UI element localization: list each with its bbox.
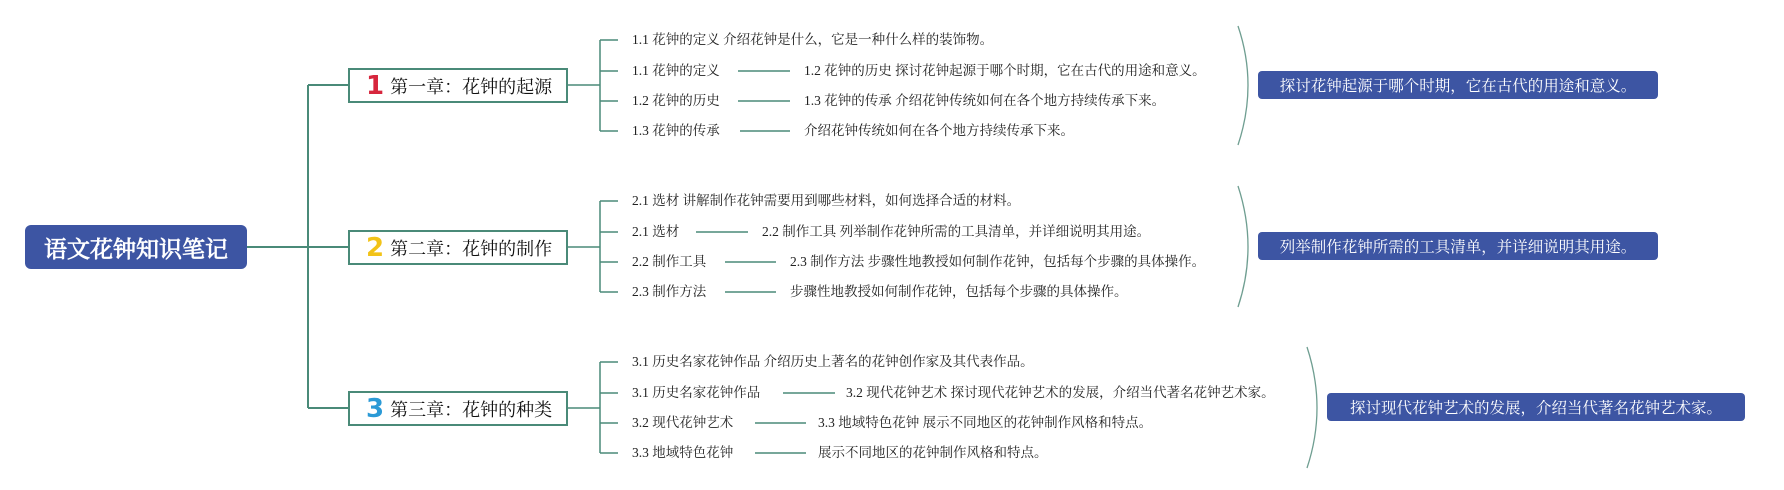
root-title: 语文花钟知识笔记 bbox=[44, 236, 228, 263]
chapter-3-row-1-left[interactable]: 3.1 历史名家花钟作品 介绍历史上著名的花钟创作家及其代表作品。 bbox=[632, 354, 1034, 369]
chapter-1-row-2-left[interactable]: 1.1 花钟的定义 bbox=[632, 63, 720, 78]
chapter-2-row-4-right[interactable]: 步骤性地教授如何制作花钟，包括每个步骤的具体操作。 bbox=[790, 284, 1128, 299]
chapter-2-row-1-left[interactable]: 2.1 选材 讲解制作花钟需要用到哪些材料，如何选择合适的材料。 bbox=[632, 193, 1021, 208]
chapter-1-number: 1 bbox=[366, 70, 385, 101]
chapter-2-row-2-left[interactable]: 2.1 选材 bbox=[632, 224, 680, 239]
chapter-3-row-3-right[interactable]: 3.3 地域特色花钟 展示不同地区的花钟制作风格和特点。 bbox=[818, 415, 1153, 430]
chapter-1-row-1-left[interactable]: 1.1 花钟的定义 介绍花钟是什么，它是一种什么样的装饰物。 bbox=[632, 32, 994, 47]
chapter-1-summary[interactable] bbox=[1258, 71, 1658, 99]
chapter-3-number: 3 bbox=[366, 393, 385, 424]
chapter-2-row-4-left[interactable]: 2.3 制作方法 bbox=[632, 284, 707, 299]
chapter-2-links bbox=[696, 232, 776, 292]
chapter-2-node[interactable] bbox=[348, 230, 568, 265]
summary-2-brace bbox=[1238, 186, 1248, 307]
chapter-3-summary[interactable] bbox=[1327, 393, 1745, 421]
chapter-3-node[interactable] bbox=[348, 391, 568, 426]
chapter-1-row-2-right[interactable]: 1.2 花钟的历史 探讨花钟起源于哪个时期，它在古代的用途和意义。 bbox=[804, 63, 1206, 78]
chapter-1-node[interactable] bbox=[348, 68, 568, 103]
chapter-3-row-2-right[interactable]: 3.2 现代花钟艺术 探讨现代花钟艺术的发展，介绍当代著名花钟艺术家。 bbox=[846, 385, 1275, 400]
chapter-2-summary[interactable] bbox=[1258, 232, 1658, 260]
chapter-1-row-3-left[interactable]: 1.2 花钟的历史 bbox=[632, 93, 720, 108]
chapter-2-title: 第二章：花钟的制作 bbox=[390, 238, 553, 260]
chapter-2-number: 2 bbox=[366, 232, 385, 263]
chapter-1-row-3-right[interactable]: 1.3 花钟的传承 介绍花钟传统如何在各个地方持续传承下来。 bbox=[804, 93, 1166, 108]
chapter-1-links bbox=[738, 71, 790, 131]
chapter-1-branch bbox=[568, 40, 618, 131]
chapter-3-row-4-right[interactable]: 展示不同地区的花钟制作风格和特点。 bbox=[818, 445, 1048, 460]
chapter-3-title: 第三章：花钟的种类 bbox=[390, 399, 553, 421]
chapter-1-row-4-right[interactable]: 介绍花钟传统如何在各个地方持续传承下来。 bbox=[804, 123, 1074, 138]
root-topic[interactable] bbox=[25, 225, 247, 269]
chapter-1-title: 第一章：花钟的起源 bbox=[390, 76, 553, 98]
chapter-1-summary-text: 探讨花钟起源于哪个时期，它在古代的用途和意义。 bbox=[1279, 77, 1637, 95]
summary-3-brace bbox=[1307, 347, 1317, 468]
chapter-1-row-4-left[interactable]: 1.3 花钟的传承 bbox=[632, 123, 720, 138]
chapter-3-row-4-left[interactable]: 3.3 地域特色花钟 bbox=[632, 445, 734, 460]
chapter-2-row-3-right[interactable]: 2.3 制作方法 步骤性地教授如何制作花钟，包括每个步骤的具体操作。 bbox=[790, 254, 1206, 269]
summary-1-brace bbox=[1238, 26, 1248, 145]
chapter-3-branch bbox=[568, 362, 618, 453]
chapter-2-row-3-left[interactable]: 2.2 制作工具 bbox=[632, 254, 707, 269]
chapter-3-summary-text: 探讨现代花钟艺术的发展，介绍当代著名花钟艺术家。 bbox=[1349, 399, 1722, 417]
chapter-2-branch bbox=[568, 201, 618, 292]
chapter-3-row-3-left[interactable]: 3.2 现代花钟艺术 bbox=[632, 415, 734, 430]
chapter-3-row-2-left[interactable]: 3.1 历史名家花钟作品 bbox=[632, 385, 761, 400]
chapter-2-summary-text: 列举制作花钟所需的工具清单，并详细说明其用途。 bbox=[1279, 238, 1637, 256]
chapter-2-row-2-right[interactable]: 2.2 制作工具 列举制作花钟所需的工具清单，并详细说明其用途。 bbox=[762, 224, 1151, 239]
